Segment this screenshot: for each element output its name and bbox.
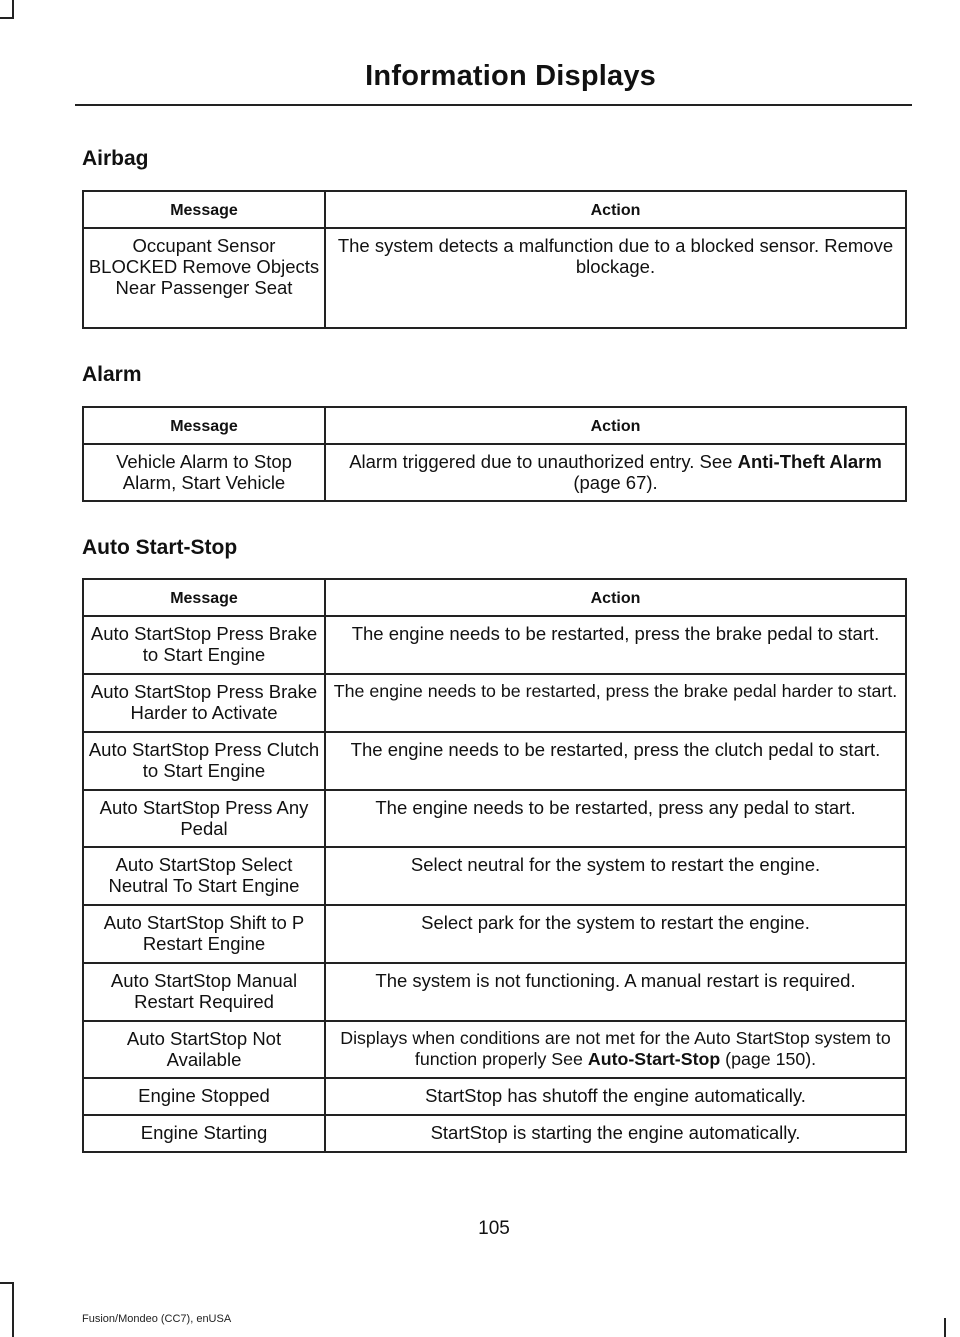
page-reference: (page 150). [720,1049,817,1069]
action-cell: The engine needs to be restarted, press the brake pedal to start. [325,616,906,674]
crop-mark [12,1282,14,1337]
action-cell: The system is not functioning. A manual restart is required. [325,963,906,1021]
message-cell [83,444,325,501]
action-text: Displays when conditions are not met for the Auto StartStop system to function properly See [340,1028,891,1069]
message-text: Occupant Sensor BLOCKED Remove Objects Near Passenger Seat [88,235,320,298]
action-cell [325,1021,906,1078]
action-text: Alarm triggered due to unauthorized entry. See [349,451,738,472]
action-cell: StartStop is starting the engine automatically. [325,1115,906,1152]
action-cell [325,444,906,501]
action-text: The system detects a malfunction due to a blocked sensor. Remove blockage. [337,235,894,277]
table-row [83,228,906,328]
action-cell [325,228,906,328]
table-row [83,616,906,674]
alarm-table [82,406,907,502]
message-cell: Auto StartStop Press Brake to Start Engine [83,616,325,674]
table-header-row [83,407,906,444]
table-row [83,444,906,501]
action-cell: The engine needs to be restarted, press any pedal to start. [325,790,906,847]
action-cell: StartStop has shutoff the engine automatically. [325,1078,906,1115]
message-cell: Auto StartStop Press Brake Harder to Activate [83,674,325,732]
message-cell: Auto StartStop Press Any Pedal [83,790,325,847]
table-row [83,790,906,847]
message-cell [83,228,325,328]
crop-mark [944,1318,946,1337]
column-header-action: Action [325,407,906,444]
crop-mark [0,17,14,19]
column-header-action: Action [325,191,906,228]
table-row [83,732,906,790]
message-cell: Auto StartStop Press Clutch to Start Engine [83,732,325,790]
auto-start-stop-table [82,578,907,1153]
page-reference: (page 67). [573,472,658,493]
table-row [83,674,906,732]
action-cell: The engine needs to be restarted, press the clutch pedal to start. [325,732,906,790]
table-header-row [83,579,906,616]
message-cell: Auto StartStop Manual Restart Required [83,963,325,1021]
section-title-airbag: Airbag [82,147,149,170]
message-cell: Auto StartStop Shift to P Restart Engine [83,905,325,963]
message-text: Vehicle Alarm to Stop Alarm, Start Vehicle [116,451,292,493]
section-title-auto-start-stop: Auto Start-Stop [82,536,238,559]
section-title-alarm: Alarm [82,363,142,386]
header-divider [75,104,912,106]
crop-mark [0,1282,14,1284]
action-cell: Select neutral for the system to restart the engine. [325,847,906,905]
action-cell: Select park for the system to restart the engine. [325,905,906,963]
message-cell: Auto StartStop Select Neutral To Start Engine [83,847,325,905]
page-number: 105 [478,1218,510,1239]
table-row [83,1078,906,1115]
table-row [83,1021,906,1078]
document-id: Fusion/Mondeo (CC7), enUSA [82,1313,232,1325]
table-row [83,963,906,1021]
message-cell: Engine Stopped [83,1078,325,1115]
table-row [83,847,906,905]
column-header-message: Message [83,579,325,616]
cross-reference-link[interactable]: Auto-Start-Stop [587,1049,721,1069]
column-header-message: Message [83,191,325,228]
cross-reference-link[interactable]: Anti-Theft Alarm [737,451,882,472]
message-cell: Auto StartStop Not Available [83,1021,325,1078]
page-header-title: Information Displays [365,60,656,92]
message-cell: Engine Starting [83,1115,325,1152]
table-row [83,905,906,963]
table-row [83,1115,906,1152]
airbag-table [82,190,907,329]
column-header-action: Action [325,579,906,616]
crop-mark [12,0,14,18]
table-header-row [83,191,906,228]
action-cell: The engine needs to be restarted, press the brake pedal harder to start. [325,674,906,732]
column-header-message: Message [83,407,325,444]
